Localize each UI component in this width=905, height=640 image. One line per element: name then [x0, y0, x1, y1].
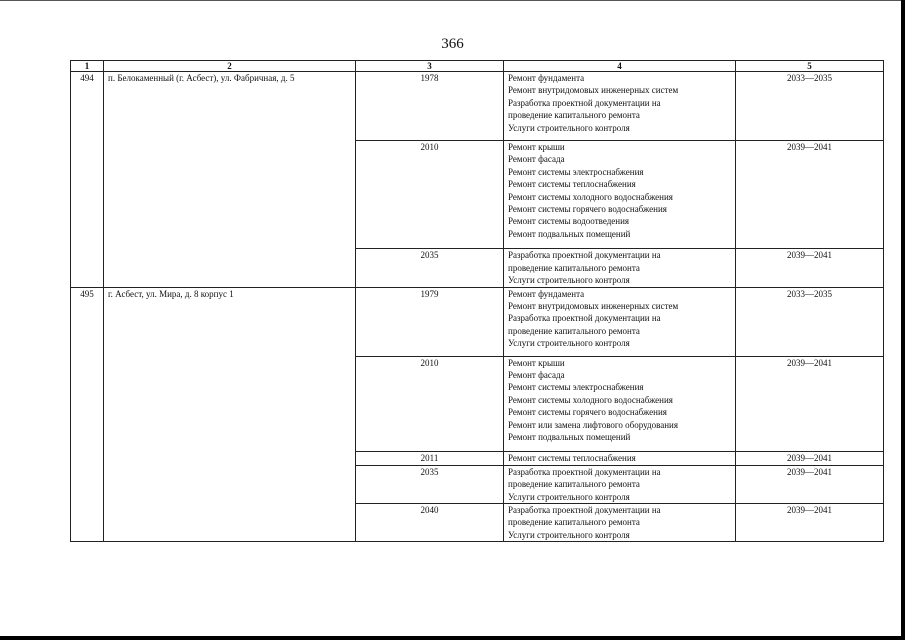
year-cell: 2010 [356, 356, 504, 452]
scan-right-edge [901, 0, 905, 640]
header-col-5: 5 [736, 61, 884, 72]
work-item: Ремонт подвальных помещений [508, 431, 631, 442]
work-item: Разработка проектной документации на [508, 505, 661, 515]
period-cell: 2039—2041 [736, 356, 884, 452]
work-item: Ремонт системы холодного водоснабжения [508, 191, 673, 202]
row-number: 495 [71, 287, 104, 542]
work-item: Ремонт системы холодного водоснабжения [508, 394, 673, 405]
works-cell [504, 465, 736, 503]
period-cell: 2033—2035 [736, 72, 884, 141]
period-cell: 2039—2041 [736, 452, 884, 465]
table-header-row [71, 61, 884, 72]
work-item: Ремонт внутридомовых инженерных систем [508, 300, 679, 311]
work-item: проведение капитального ремонта [508, 517, 640, 528]
year-cell: 1978 [356, 72, 504, 141]
year-cell: 2035 [356, 249, 504, 287]
page-number: 366 [441, 36, 464, 52]
table-row [71, 72, 884, 141]
work-item: проведение капитального ремонта [508, 479, 640, 490]
repair-schedule-table [70, 60, 884, 542]
works-cell [504, 452, 736, 465]
work-item: Ремонт фундамента [508, 73, 585, 83]
table-row [71, 287, 884, 356]
year-cell: 2010 [356, 141, 504, 249]
work-item: Ремонт системы горячего водоснабжения [508, 407, 667, 418]
header-col-2: 2 [104, 61, 356, 72]
work-item: Услуги строительного контроля [508, 275, 630, 286]
header-col-3: 3 [356, 61, 504, 72]
works-cell [504, 356, 736, 452]
work-item: Разработка проектной документации на [508, 313, 661, 324]
year-cell: 2035 [356, 465, 504, 503]
work-item: Услуги строительного контроля [508, 338, 630, 349]
work-item: Разработка проектной документации на [508, 97, 661, 108]
address-cell: г. Асбест, ул. Мира, д. 8 корпус 1 [104, 287, 356, 542]
work-item: Услуги строительного контроля [508, 529, 630, 540]
work-item: Ремонт фасада [508, 369, 565, 380]
work-item: Ремонт фасада [508, 154, 565, 165]
work-item: Ремонт фундамента [508, 288, 585, 299]
works-cell [504, 287, 736, 356]
table-body [71, 72, 884, 542]
period-cell: 2039—2041 [736, 249, 884, 287]
works-cell [504, 504, 736, 542]
work-item: проведение капитального ремонта [508, 262, 640, 273]
header-col-1: 1 [71, 61, 104, 72]
work-item: Разработка проектной документации на [508, 250, 661, 261]
work-item: Услуги строительного контроля [508, 491, 630, 502]
work-item: Ремонт крыши [508, 142, 565, 153]
address-cell: п. Белокаменный (г. Асбест), ул. Фабричная, д. 5 [104, 72, 356, 288]
work-item: проведение капитального ремонта [508, 110, 640, 121]
period-cell: 2039—2041 [736, 465, 884, 503]
work-item: Ремонт системы теплоснабжения [508, 453, 636, 464]
work-item: Услуги строительного контроля [508, 122, 630, 133]
work-item: Ремонт системы водоотведения [508, 216, 630, 227]
work-item: Ремонт системы электроснабжения [508, 166, 644, 177]
work-item: проведение капитального ремонта [508, 325, 640, 336]
works-cell [504, 141, 736, 249]
period-cell: 2039—2041 [736, 504, 884, 542]
work-item: Ремонт внутридомовых инженерных систем [508, 85, 679, 96]
period-cell: 2039—2041 [736, 141, 884, 249]
row-number: 494 [71, 72, 104, 288]
work-item: Ремонт системы электроснабжения [508, 382, 644, 393]
work-item: Ремонт крыши [508, 357, 565, 368]
work-item: Ремонт или замена лифтового оборудования [508, 419, 678, 430]
work-item: Ремонт подвальных помещений [508, 228, 631, 239]
scan-top-edge [0, 0, 905, 1]
work-item: Ремонт системы горячего водоснабжения [508, 204, 667, 215]
year-cell: 2011 [356, 452, 504, 465]
works-cell [504, 72, 736, 141]
work-item: Ремонт системы теплоснабжения [508, 179, 636, 190]
header-col-4: 4 [504, 61, 736, 72]
year-cell: 1979 [356, 287, 504, 356]
year-cell: 2040 [356, 504, 504, 542]
period-cell: 2033—2035 [736, 287, 884, 356]
works-cell [504, 249, 736, 287]
work-item: Разработка проектной документации на [508, 466, 661, 477]
scan-bottom-edge [0, 636, 905, 640]
